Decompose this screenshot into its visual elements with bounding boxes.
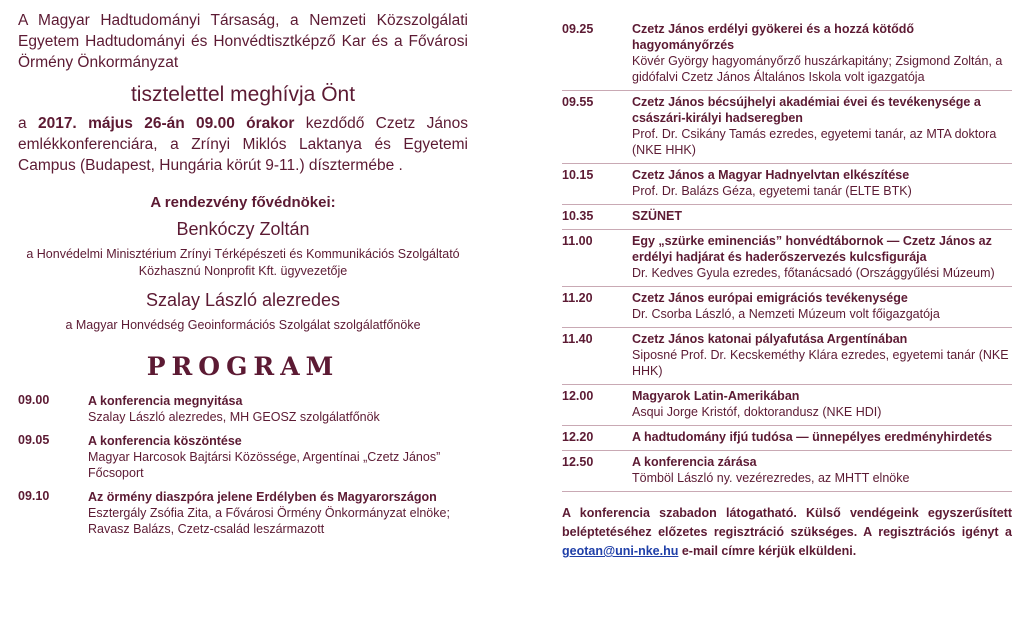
program-speaker: Szalay László alezredes, MH GEOSZ szolgálatfőnök [88,410,380,424]
program-item [562,18,1012,91]
registration-email-link[interactable]: geotan@uni-nke.hu [562,544,679,558]
program-time: 11.20 [562,291,593,305]
program-time: 10.35 [562,209,594,223]
registration-suffix: e-mail címre kérjük elküldeni. [678,544,857,558]
program-time: 09.25 [562,22,594,36]
program-speaker: Dr. Csorba László, a Nemzeti Múzeum volt főigazgatója [632,307,940,321]
program-item [562,385,1012,426]
program-item [562,426,1012,451]
program-title: Az örmény diaszpóra jelene Erdélyben és Magyarországon [88,490,437,504]
program-title: SZÜNET [632,209,682,223]
program-speaker: Dr. Kedves Gyula ezredes, főtanácsadó (Országgyűlési Múzeum) [632,266,995,280]
program-title: Egy „szürke eminenciás” honvédtábornok — Czetz János az erdélyi hadjárat és haderőszervezés kulcsfigurája [632,234,992,264]
patron-role: a Honvédelmi Minisztérium Zrínyi Térképészeti és Kommunikációs Szolgáltató Közhasznú Nonprofit Kft. ügyvezetője [26,247,460,278]
event-date: 2017. május 26-án 09.00 órakor [37,115,295,132]
program-item [562,451,1012,492]
program-speaker: Esztergály Zsófia Zita, a Fővárosi Örmény Önkormányzat elnöke; Ravasz Balázs, Czetz-család leszármazott [88,506,450,536]
program-item [18,433,468,481]
program-time: 09.10 [18,489,50,503]
program-list-left [18,393,468,537]
program-item [562,205,1012,230]
program-item [18,489,468,537]
program-list-right [562,18,1012,492]
program-item [562,164,1012,205]
patrons-heading: A rendezvény fővédnökei: [150,194,336,211]
registration-note [562,504,1012,561]
program-speaker: Prof. Dr. Csikány Tamás ezredes, egyetemi tanár, az MTA doktora (NKE HHK) [632,127,997,157]
patron-name: Szalay László alezredes [145,290,341,310]
program-item [562,91,1012,164]
program-speaker: Prof. Dr. Balázs Géza, egyetemi tanár (ELTE BTK) [632,184,912,198]
invitation-line: tisztelettel meghívja Önt [130,83,356,106]
program-time: 11.00 [562,234,593,248]
program-time: 12.20 [562,430,594,444]
program-title: Magyarok Latin-Amerikában [632,389,800,403]
patron-name: Benkóczy Zoltán [176,219,310,239]
registration-text: A konferencia szabadon látogatható. Külső vendégeink egyszerűsített beléptetéséhez előzetes regisztráció szükséges. A regisztrációs igényt a [562,506,1012,539]
program-time: 12.50 [562,455,594,469]
program-title: A konferencia köszöntése [88,434,242,448]
program-title: Czetz János bécsújhelyi akadémiai évei és tevékenysége a császári-királyi hadseregben [632,95,981,125]
program-time: 12.00 [562,389,594,403]
program-item [562,230,1012,287]
event-details [18,113,468,176]
program-speaker: Kövér György hagyományőrző huszárkapitány; Zsigmond Zoltán, a gidófalvi Czetz János Általános Iskola volt igazgatója [632,54,1003,84]
program-title: Czetz János katonai pályafutása Argentínában [632,332,908,346]
program-speaker: Magyar Harcosok Bajtársi Közössége, Argentínai „Czetz János” Főcsoport [88,450,441,480]
organizers-intro: A Magyar Hadtudományi Társaság, a Nemzeti Közszolgálati Egyetem Hadtudományi és Honvédtisztképző Kar és a Fővárosi Örmény Önkormányzat [18,12,468,71]
program-speaker: Asqui Jorge Kristóf, doktorandusz (NKE HDI) [632,405,882,419]
program-time: 09.55 [562,95,594,109]
program-title: A konferencia zárása [632,455,757,469]
program-title: Czetz János erdélyi gyökerei és a hozzá kötődő hagyományőrzés [632,22,915,52]
program-title: Czetz János a Magyar Hadnyelvtan elkészítése [632,168,910,182]
program-speaker: Siposné Prof. Dr. Kecskeméthy Klára ezredes, egyetemi tanár (NKE HHK) [632,348,1009,378]
program-time: 11.40 [562,332,593,346]
program-time: 09.00 [18,393,50,407]
left-column [18,10,468,545]
program-heading: PROGRAM [146,352,340,381]
details-rest: kezdődő Czetz János emlékkonferenciára, a Zrínyi Miklós Laktanya és Egyetemi Campus (Budapest, Hungária körút 9-11.) dísztermébe . [18,115,468,174]
program-item [562,328,1012,385]
program-title: Czetz János európai emigrációs tevékenysége [632,291,908,305]
program-title: A konferencia megnyitása [88,394,243,408]
program-item [562,287,1012,328]
program-item [18,393,468,425]
program-time: 10.15 [562,168,594,182]
details-prefix: a [18,115,38,132]
program-time: 09.05 [18,433,50,447]
program-title: A hadtudomány ifjú tudósa — ünnepélyes eredményhirdetés [632,430,993,444]
program-speaker: Tömböl László ny. vezérezredes, az MHTT elnöke [632,471,910,485]
patron-role: a Magyar Honvédség Geoinformációs Szolgálat szolgálatfőnöke [65,318,421,332]
right-column [562,18,1012,561]
